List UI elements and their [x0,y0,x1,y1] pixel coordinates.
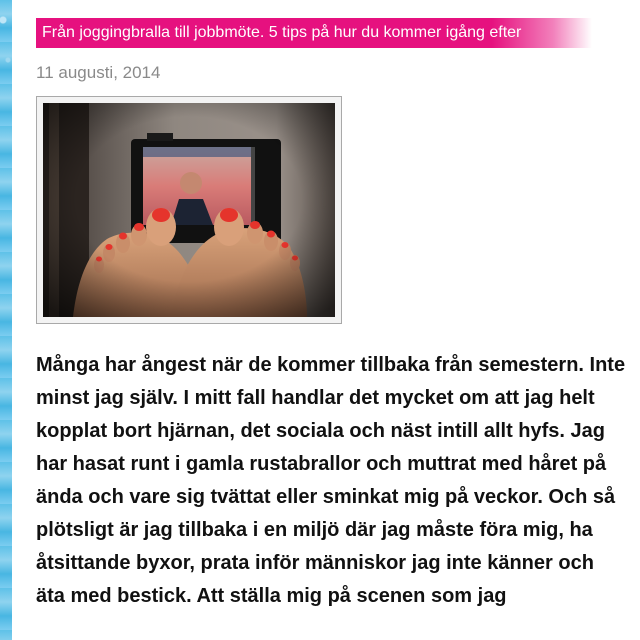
post-title-bar[interactable] [36,18,592,48]
post-photo [43,103,335,317]
post-title[interactable]: Från joggingbralla till jobbmöte. 5 tips på hur du kommer igång efter [42,24,522,41]
decorative-left-strip [0,0,12,640]
post-body-text: Många har ångest när de kommer tillbaka från semestern. Inte minst jag själv. I mitt fall handlar det mycket om att jag helt kopplat bort hjärnan, det sociala och näst intill allt hyfs. Jag har hasat runt i gamla rustabrallor och muttrat med håret på ända och vare sig tvättat eller sminkat mig på veckor. Och så plötsligt är jag tillbaka i en miljö där jag måste föra mig, ha åtsittande byxor, prata inför människor jag inte känner och äta med bestick. Att ställa mig på scenen som jag [36,354,626,607]
post-image-frame [36,96,342,324]
post-date: 11 augusti, 2014 [36,63,161,82]
